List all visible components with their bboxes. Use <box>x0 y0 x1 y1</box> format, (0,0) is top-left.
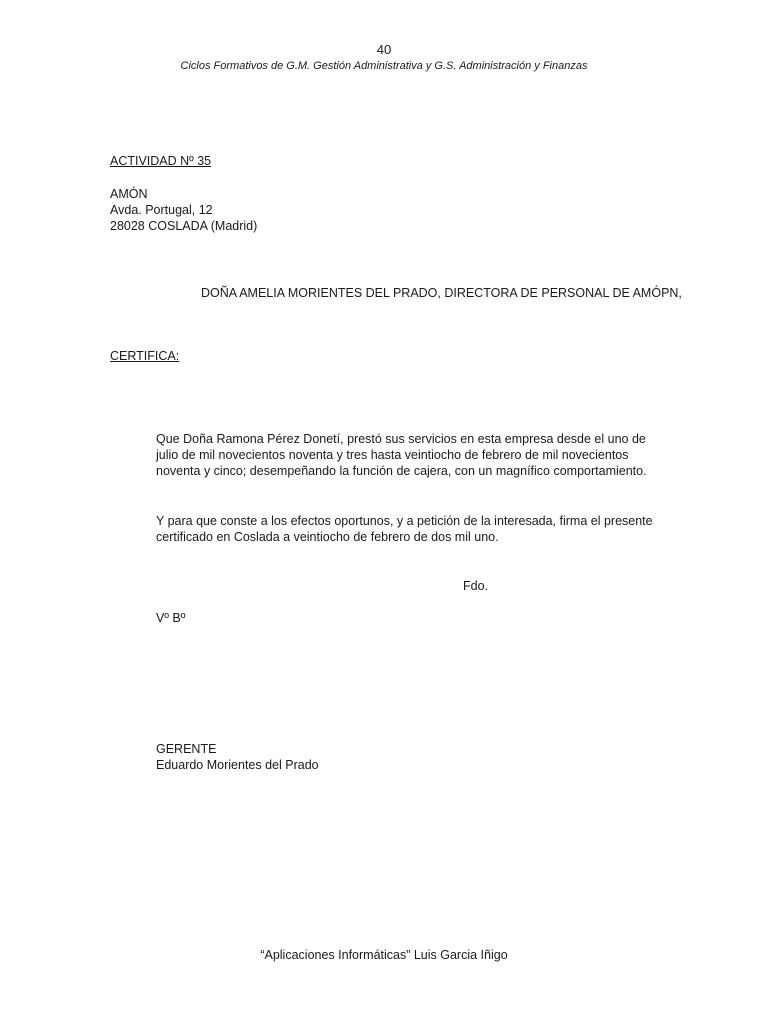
certificate-body-paragraph: Que Doña Ramona Pérez Donetí, prestó sus servicios en esta empresa desde el uno de julio de mil novecientos noventa y tres hasta veintiocho de febrero de mil novecientos noventa y cinco; desempeñando la función de cajera, con un magnífico comportamiento. <box>156 432 647 478</box>
signature-label: Fdo. <box>463 579 489 593</box>
certificate-closing-paragraph: Y para que conste a los efectos oportunos, y a petición de la interesada, firma el presente certificado en Coslada a veintiocho de febrero de dos mil uno. <box>156 514 653 544</box>
certificate-heading: DOÑA AMELIA MORIENTES DEL PRADO, DIRECTORA DE PERSONAL DE AMÓPN, <box>201 286 682 300</box>
manager-name: Eduardo Morientes del Prado <box>156 758 319 772</box>
page-footer: “Aplicaciones Informáticas” Luis Garcia Iñigo <box>260 948 508 962</box>
sender-address <box>110 186 257 234</box>
sender-city: 28028 COSLADA (Madrid) <box>110 219 258 233</box>
activity-title: ACTIVIDAD Nº 35 <box>110 154 212 168</box>
sender-company: AMÓN <box>110 187 148 201</box>
header-subtitle: Ciclos Formativos de G.M. Gestión Administrativa y G.S. Administración y Finanzas <box>180 60 588 72</box>
sender-street: Avda. Portugal, 12 <box>110 203 213 217</box>
manager-title: GERENTE <box>156 742 217 756</box>
page-number: 40 <box>376 42 392 57</box>
certifica-label: CERTIFICA: <box>110 349 180 363</box>
approval-label: Vº Bº <box>156 611 186 625</box>
manager-signature-block <box>156 741 319 773</box>
